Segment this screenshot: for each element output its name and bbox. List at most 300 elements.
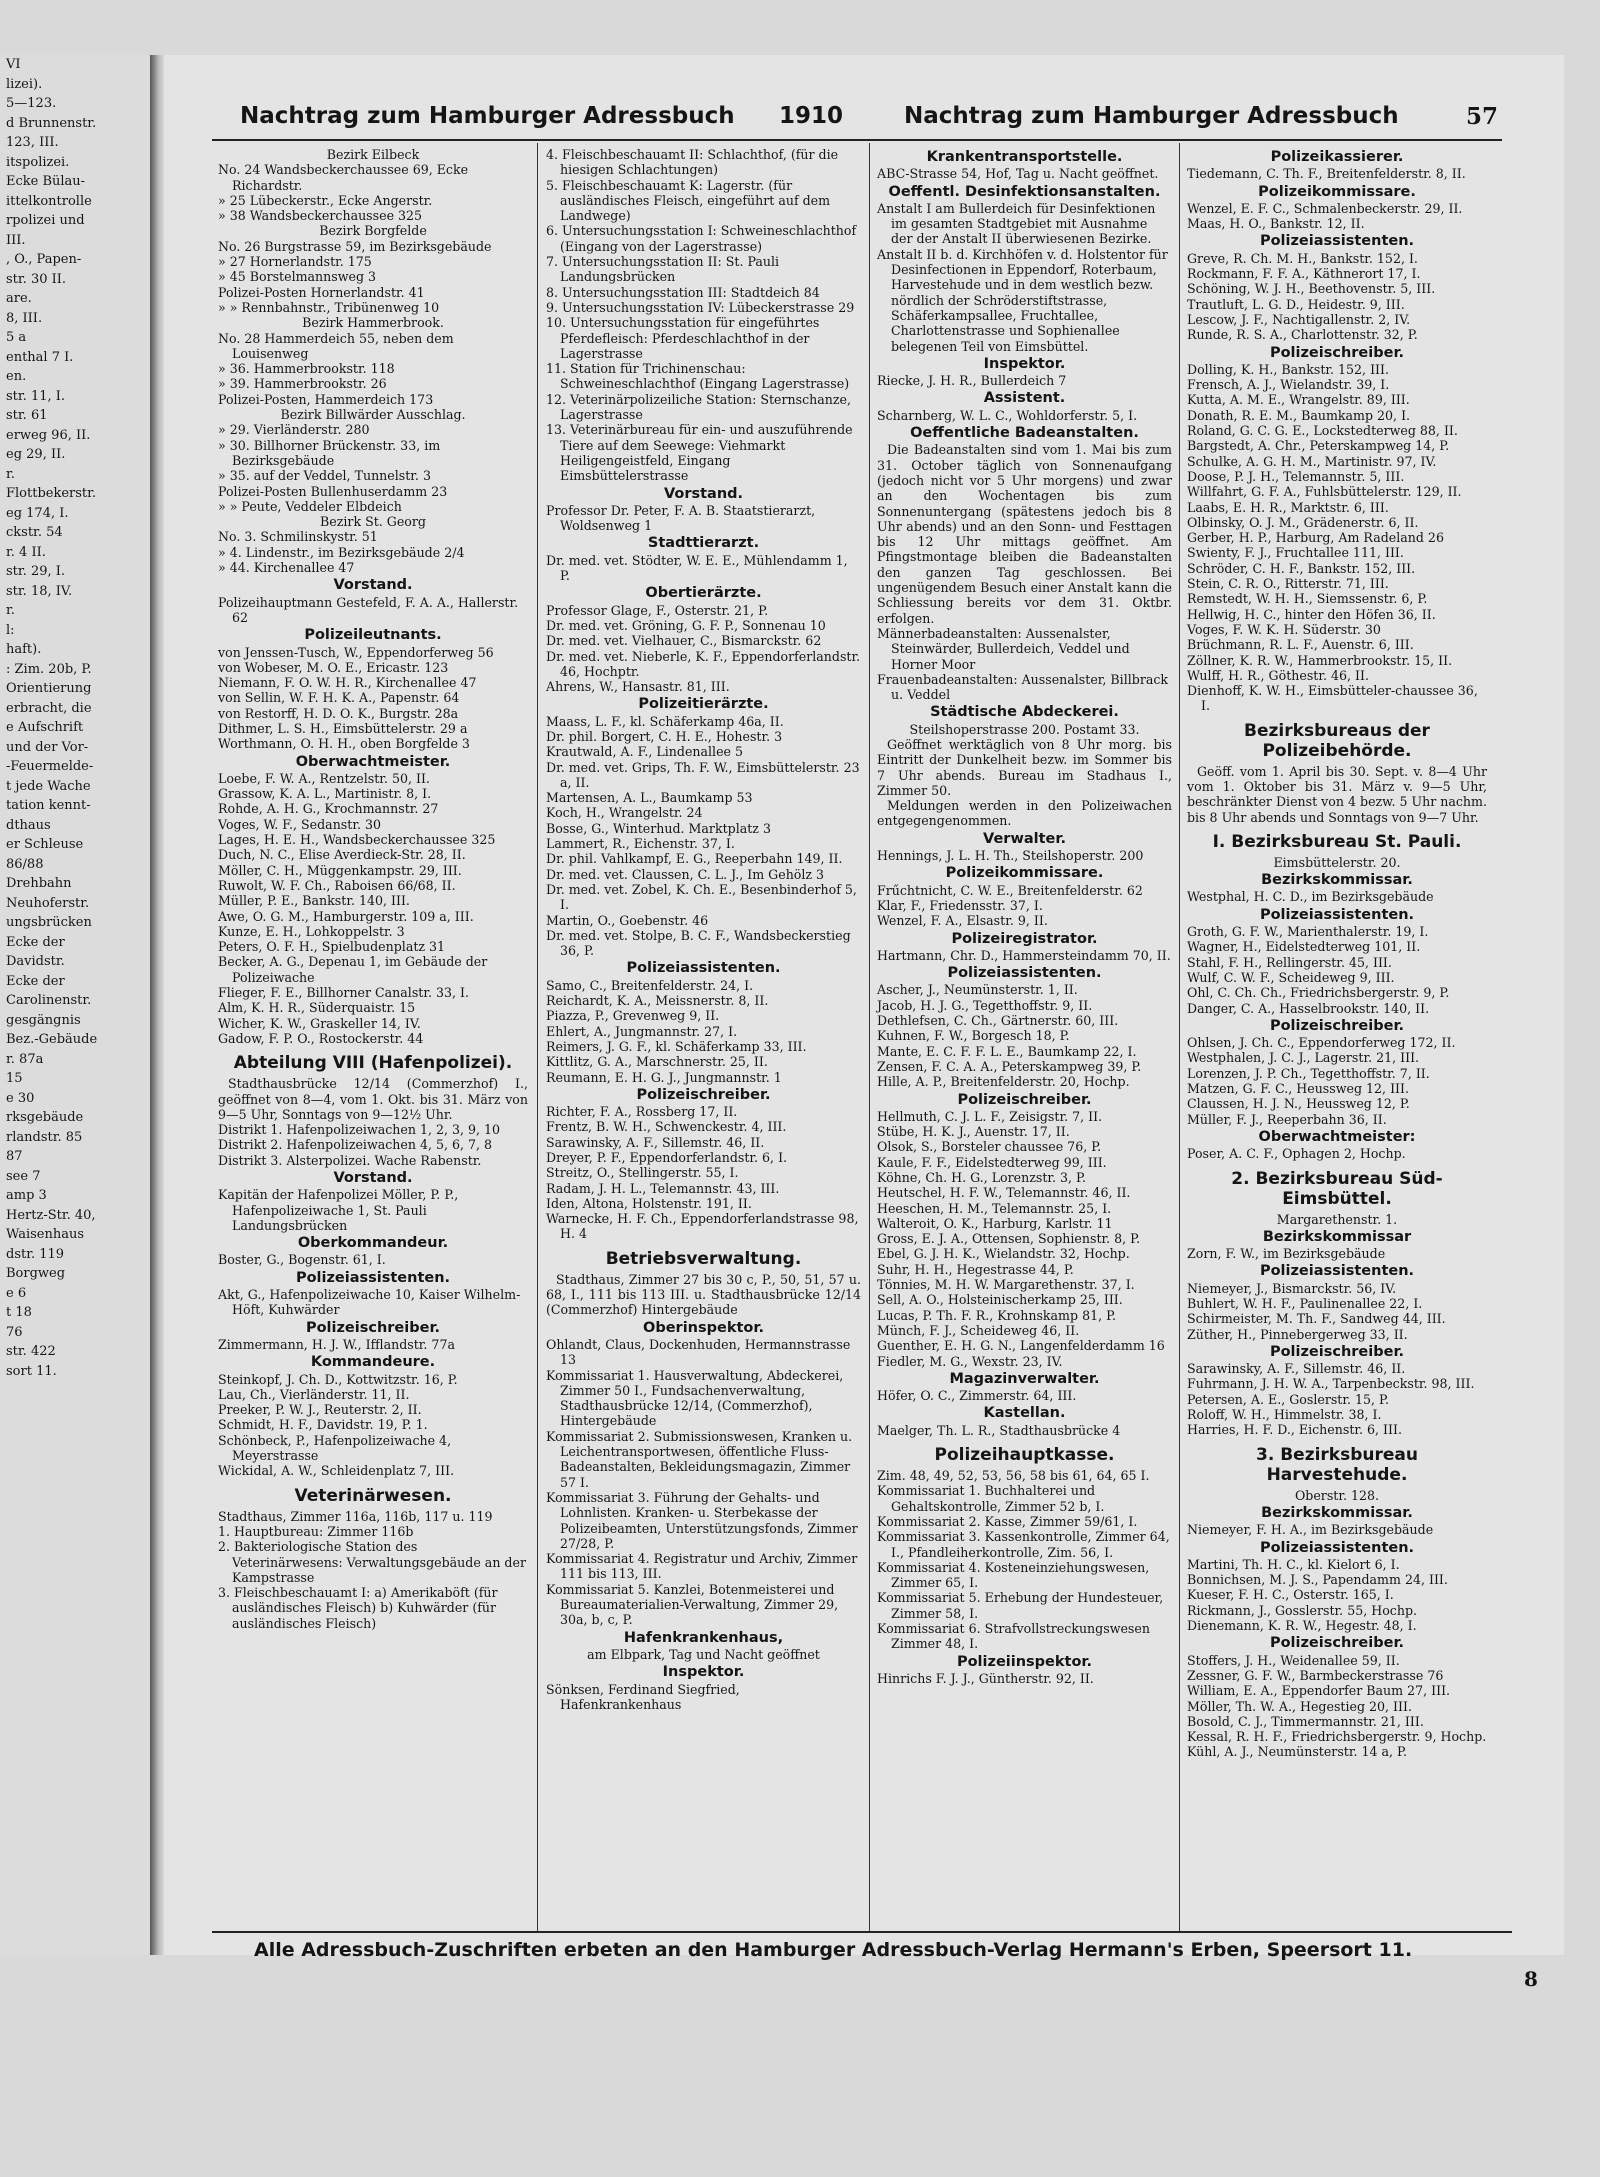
directory-entry: Sarawinsky, A. F., Sillemstr. 46, II.	[1187, 1361, 1406, 1377]
directory-entry: Wickidal, A. W., Schleidenplatz 7, III.	[218, 1463, 455, 1479]
column-rule	[869, 143, 870, 1933]
margin-fragment: str. 18, IV.	[6, 583, 73, 599]
directory-entry: Fiedler, M. G., Wexstr. 23, IV.	[877, 1353, 1063, 1369]
margin-fragment: ungsbrücken	[6, 915, 92, 930]
directory-entry: Reichardt, K. A., Meissnerstr. 8, II.	[546, 993, 769, 1009]
directory-entry: Heeschen, H. M., Telemannstr. 25, I.	[877, 1200, 1112, 1216]
directory-entry: Kühl, A. J., Neumünsterstr. 14 a, P.	[1187, 1744, 1407, 1760]
directory-entry: 5. Fleischbeschauamt K: Lagerstr. (für ausländisches Fleisch, eingeführt auf dem Landwege)	[546, 177, 831, 224]
directory-entry: Buhlert, W. H. F., Paulinenallee 22, I.	[1187, 1296, 1423, 1311]
section-heading: Obertierärzte.	[645, 585, 762, 602]
margin-fragment: rpolizei und	[6, 213, 85, 228]
directory-entry: Maelger, Th. L. R., Stadthausbrücke 4	[877, 1422, 1121, 1438]
paragraph: Die Badeanstalten sind vom 1. Mai bis zum 31. October täglich von Sonnenaufgang (jedoch nicht vor 5 Uhr morgens) und zwar an den Wochentagen bis zum Sonnenuntergang (spätestens jedoch bis 8 Uhr abends) und an den Sonn- und Festtagen bis 12 Uhr mittags geöffnet. Am Pfingstmontage bleiben die Badeanstalten den ganzen Tag geschlossen. Bei ungenügendem Besuch einer Anstalt kann die Schliessung bereits vor dem 31. Oktbr. erfolgen.	[877, 442, 1172, 626]
section-heading: Polizeischreiber.	[1269, 1017, 1405, 1034]
margin-fragment: : Zim. 20b, P.	[6, 661, 92, 677]
directory-entry: Gerber, H. P., Harburg, Am Radeland 26	[1187, 530, 1444, 546]
directory-entry: Sönksen, Ferdinand Siegfried, Hafenkrankenhaus	[546, 1681, 740, 1712]
directory-entry: 6. Untersuchungsstation I: Schweineschlachthof (Eingang von der Lagerstrasse)	[546, 223, 857, 254]
directory-entry: Matzen, G. F. C., Heussweg 12, III.	[1187, 1081, 1409, 1097]
directory-entry: » 30. Billhorner Brückenstr. 33, im Bezirksgebäude	[218, 437, 441, 468]
margin-fragment: str. 422	[6, 1344, 56, 1359]
directory-entry: Ebel, G. J. H. K., Wielandstr. 32, Hochp.	[877, 1246, 1130, 1262]
directory-entry: von Sellin, W. F. H. K. A., Papenstr. 64	[218, 690, 460, 706]
section-heading: Polizeiregistrator.	[951, 930, 1098, 947]
directory-page	[164, 55, 1564, 1991]
directory-entry: Voges, W. F., Sedanstr. 30	[218, 816, 381, 832]
directory-entry: Laabs, E. H. R., Marktstr. 6, III.	[1187, 499, 1389, 515]
directory-entry: Müller, P. E., Bankstr. 140, III.	[218, 893, 410, 909]
directory-entry: Ehlert, A., Jungmannstr. 27, I.	[546, 1023, 738, 1039]
section-heading: Vorstand.	[663, 485, 744, 502]
directory-entry: Ahrens, W., Hansastr. 81, III.	[546, 679, 730, 695]
directory-entry: Distrikt 3. Alsterpolizei. Wache Rabenstr.	[218, 1152, 482, 1168]
directory-entry: Dreyer, P. F., Eppendorferlandstr. 6, I.	[546, 1150, 788, 1165]
directory-entry: Schulke, A. G. H. M., Martinistr. 97, IV.	[1187, 453, 1437, 469]
section-heading: Polizeiinspektor.	[956, 1653, 1093, 1670]
section-heading: Städtische Abdeckerei.	[930, 704, 1119, 721]
section-heading: Hafenkrankenhaus,	[623, 1629, 784, 1646]
directory-entry: Lorenzen, J. P. Ch., Tegetthoffstr. 7, II.	[1187, 1065, 1430, 1081]
directory-entry: Gadow, F. P. O., Rostockerstr. 44	[218, 1030, 424, 1046]
directory-entry: Schöning, W. J. H., Beethovenstr. 5, III.	[1187, 281, 1436, 297]
adjacent-page-fragment	[0, 55, 150, 1955]
margin-fragment: itspolizei.	[6, 154, 70, 170]
subheading: Bezirk Borgfelde	[319, 223, 427, 239]
section-heading: Polizeischreiber.	[1269, 1635, 1405, 1652]
directory-entry: Distrikt 1. Hafenpolizeiwachen 1, 2, 3, 9, 10	[218, 1122, 501, 1138]
margin-fragment: erbracht, die	[6, 700, 92, 716]
major-heading: 2. Bezirksbureau Süd-Eimsbüttel.	[1231, 1168, 1443, 1209]
margin-fragment: l:	[6, 622, 15, 638]
directory-entry: Frentz, B. W. H., Schwenckestr. 4, III.	[546, 1119, 787, 1135]
directory-entry: Hellmuth, C. J. L. F., Zeisigstr. 7, II.	[877, 1108, 1103, 1124]
directory-entry: Jacob, H. J. G., Tegetthoffstr. 9, II.	[877, 997, 1093, 1013]
directory-entry: Runde, R. S. A., Charlottenstr. 32, P.	[1187, 327, 1418, 343]
section-heading: Magazinverwalter.	[949, 1370, 1100, 1387]
directory-entry: Mante, E. C. F. F. L. E., Baumkamp 22, I.	[877, 1043, 1137, 1059]
directory-entry: Warnecke, H. F. Ch., Eppendorferlandstrasse 98, H. 4	[546, 1211, 859, 1242]
directory-entry: » » Rennbahnstr., Tribünenweg 10	[218, 299, 440, 315]
section-heading: Kastellan.	[983, 1405, 1066, 1422]
major-heading: I. Bezirksbureau St. Pauli.	[1212, 831, 1462, 852]
directory-entry: Ohl, C. Ch. Ch., Friedrichsbergerstr. 9, P.	[1187, 985, 1450, 1001]
margin-fragment: tation kennt-	[6, 798, 91, 813]
major-heading: Abteilung VIII (Hafenpolizei).	[233, 1053, 513, 1074]
directory-entry: von Jenssen-Tusch, W., Eppendorferweg 56	[218, 644, 494, 660]
directory-entry: Wulff, H. R., Göthestr. 46, II.	[1187, 667, 1369, 683]
directory-entry: Männerbadeanstalten: Aussenalster, Steinwärder, Bullerdeich, Veddel und Horner Moor	[877, 625, 1130, 672]
margin-fragment: 123, III.	[6, 135, 59, 150]
section-heading: Polizeiassistenten.	[947, 965, 1102, 982]
directory-entry: » 44. Kirchenallee 47	[218, 560, 355, 576]
header-rule	[212, 139, 1502, 141]
subheading: Eimsbüttelerstr. 20.	[1273, 854, 1401, 870]
directory-entry: Harries, H. F. D., Eichenstr. 6, III.	[1187, 1422, 1402, 1438]
major-heading: Bezirksbureaus der Polizeibehörde.	[1244, 720, 1430, 761]
directory-entry: Rickmann, J., Gosslerstr. 55, Hochp.	[1187, 1602, 1418, 1618]
directory-entry: Walteroit, O. K., Harburg, Karlstr. 11	[877, 1215, 1113, 1231]
directory-entry: Kommissariat 1. Hausverwaltung, Abdeckerei, Zimmer 50 I., Fundsachenverwaltung, Stadthausbrücke 12/14, (Commerzhof), Hintergebäude	[546, 1367, 844, 1429]
directory-entry: Dethlefsen, C. Ch., Gärtnerstr. 60, III.	[877, 1013, 1119, 1029]
directory-entry: Anstalt I am Bullerdeich für Desinfektionen im gesamten Stadtgebiet mit Ausnahme der der Anstalt II überwiesenen Bezirke.	[877, 200, 1156, 247]
section-heading: Oberinspektor.	[643, 1319, 764, 1336]
margin-fragment: str. 11, I.	[6, 388, 66, 404]
margin-fragment: erweg 96, II.	[6, 427, 91, 443]
margin-fragment: r.	[6, 603, 15, 618]
directory-entry: Dr. med. vet. Zobel, K. Ch. E., Besenbinderhof 5, I.	[546, 881, 857, 913]
margin-fragment: haft).	[6, 642, 42, 657]
margin-fragment: Davidstr.	[6, 954, 65, 969]
directory-entry: von Restorff, H. D. O. K., Burgstr. 28a	[218, 705, 459, 721]
margin-fragment: t jede Wache	[6, 778, 91, 794]
directory-entry: Flieger, F. E., Billhorner Canalstr. 33, I.	[218, 985, 469, 1001]
directory-entry: Petersen, A. E., Goslerstr. 15, P.	[1187, 1391, 1389, 1407]
directory-entry: von Wobeser, M. O. E., Ericastr. 123	[218, 659, 449, 675]
margin-fragment: Waisenhaus	[6, 1227, 85, 1242]
directory-entry: Münch, F. J., Scheideweg 46, II.	[877, 1322, 1080, 1338]
subheading: Steilshoperstrasse 200. Postamt 33.	[909, 721, 1140, 737]
column-rule	[537, 143, 538, 1933]
margin-fragment: Drehbahn	[6, 876, 72, 891]
header-year: 1910	[779, 103, 844, 129]
margin-fragment: -Feuermelde-	[6, 759, 94, 774]
directory-entry: Scharnberg, W. L. C., Wohldorferstr. 5, I.	[877, 407, 1138, 423]
margin-fragment: ckstr. 54	[6, 525, 63, 540]
directory-entry: 12. Veterinärpolizeiliche Station: Sternschanze, Lagerstrasse	[546, 391, 851, 423]
footer-rule	[212, 1931, 1512, 1933]
directory-entry: Zessner, G. F. W., Barmbeckerstrasse 76	[1187, 1667, 1444, 1683]
margin-fragment: str. 30 II.	[6, 271, 67, 287]
directory-entry: 4. Fleischbeschauamt II: Schlachthof, (für die hiesigen Schlachtungen)	[546, 147, 839, 178]
directory-entry: Poser, A. C. F., Ophagen 2, Hochp.	[1187, 1146, 1406, 1162]
directory-entry: Kutta, A. M. E., Wrangelstr. 89, III.	[1187, 392, 1410, 408]
directory-entry: Schmidt, H. F., Davidstr. 19, P. 1.	[218, 1417, 428, 1433]
margin-fragment: dstr. 119	[6, 1246, 65, 1262]
directory-entry: Kapitän der Hafenpolizei Möller, P. P., Hafenpolizeiwache 1, St. Pauli Landungsbrücken	[218, 1187, 459, 1233]
directory-entry: Schröder, C. H. F., Bankstr. 152, III.	[1187, 560, 1416, 576]
directory-entry: Richter, F. A., Rossberg 17, II.	[546, 1104, 738, 1120]
directory-entry: Frensch, A. J., Wielandstr. 39, I.	[1187, 377, 1390, 393]
directory-entry: Zöllner, K. R. W., Hammerbrookstr. 15, II.	[1187, 652, 1453, 668]
directory-entry: » 38 Wandsbeckerchaussee 325	[218, 208, 423, 224]
directory-entry: Zorn, F. W., im Bezirksgebäude	[1187, 1246, 1386, 1262]
directory-entry: Distrikt 2. Hafenpolizeiwachen 4, 5, 6, 7, 8	[218, 1137, 493, 1153]
margin-fragment: VI	[6, 57, 21, 72]
section-heading: Kommandeure.	[310, 1354, 436, 1371]
margin-fragment: r. 87a	[6, 1051, 44, 1067]
section-heading: Polizeileutnants.	[304, 627, 442, 644]
text-column-2	[546, 147, 861, 1937]
section-heading: Vorstand.	[333, 577, 413, 594]
section-heading: Polizeikommissare.	[1258, 183, 1416, 200]
directory-entry: » 27 Hornerlandstr. 175	[218, 254, 372, 270]
directory-entry: Wenzel, E. F. C., Schmalenbeckerstr. 29, II.	[1187, 200, 1463, 216]
section-heading: Oberwachtmeister:	[1258, 1128, 1416, 1145]
directory-entry: Dr. phil. Vahlkampf, E. G., Reeperbahn 149, II.	[546, 851, 843, 867]
directory-entry: Grassow, K. A. L., Martinistr. 8, I.	[218, 786, 432, 802]
margin-fragment: Ecke der	[6, 973, 65, 989]
directory-entry: Bosse, G., Winterhud. Marktplatz 3	[546, 820, 771, 836]
directory-entry: Steinkopf, J. Ch. D., Kottwitzstr. 16, P.	[218, 1371, 458, 1387]
text-column-3	[877, 147, 1172, 1937]
section-heading: Polizeischreiber.	[957, 1091, 1092, 1108]
margin-fragment: str. 29, I.	[6, 564, 66, 579]
directory-entry: Sell, A. O., Holsteinischerkamp 25, III.	[877, 1292, 1123, 1308]
section-heading: Polizeiassistenten.	[295, 1269, 451, 1286]
directory-entry: Tiedemann, C. Th. F., Breitenfelderstr. 8, II.	[1187, 166, 1466, 182]
directory-entry: » » Peute, Veddeler Elbdeich	[218, 498, 402, 514]
margin-fragment: Flottbekerstr.	[6, 486, 97, 501]
directory-entry: Dienemann, K. R. W., Hegestr. 48, I.	[1187, 1618, 1417, 1634]
directory-entry: Dr. med. vet. Vielhauer, C., Bismarckstr. 62	[546, 633, 822, 649]
directory-entry: Roloff, W. H., Himmelstr. 38, I.	[1187, 1407, 1382, 1423]
directory-entry: Zimmermann, H. J. W., Ifflandstr. 77a	[218, 1336, 455, 1352]
directory-entry: Niemeyer, F. H. A., im Bezirksgebäude	[1187, 1522, 1434, 1538]
margin-fragment: er Schleuse	[6, 837, 84, 852]
paragraph: Stadthaus, Zimmer 27 bis 30 c, P., 50, 51, 57 u. 68, I., 111 bis 113 III. u. Stadthausbrücke 12/14 (Commerzhof) Hintergebäude	[546, 1271, 861, 1318]
directory-entry: Radam, J. H. L., Telemannstr. 43, III.	[546, 1180, 780, 1196]
directory-entry: Dr. med. vet. Nieberle, K. F., Eppendorferlandstr. 46, Hochptr.	[546, 648, 861, 679]
directory-entry: Gross, E. J. A., Ottensen, Sophienstr. 8, P.	[877, 1231, 1141, 1247]
paragraph: Stadthausbrücke 12/14 (Commerzhof) I., geöffnet von 8—4, vom 1. Okt. bis 31. März von 9—5 Uhr, Sonntags von 9—12½ Uhr.	[218, 1076, 528, 1122]
margin-fragment: lizei).	[6, 76, 43, 92]
directory-entry: Trautluft, L. G. D., Heidestr. 9, III.	[1187, 296, 1405, 312]
directory-entry: Westphal, H. C. D., im Bezirksgebäude	[1187, 889, 1434, 905]
section-heading: Oberwachtmeister.	[295, 753, 451, 770]
margin-fragment: amp 3	[6, 1188, 47, 1203]
margin-fragment: Hertz-Str. 40,	[6, 1207, 96, 1223]
directory-entry: Stadthaus, Zimmer 116a, 116b, 117 u. 119	[218, 1508, 493, 1524]
directory-entry: Reimers, J. G. F., kl. Schäferkamp 33, III.	[546, 1038, 807, 1054]
directory-entry: Wicher, K. W., Graskeller 14, IV.	[218, 1015, 421, 1031]
directory-entry: Bargstedt, A. Chr., Peterskampweg 14, P.	[1187, 438, 1450, 454]
margin-fragment: 5—123.	[6, 96, 57, 111]
margin-fragment: see 7	[6, 1168, 41, 1184]
directory-entry: Niemann, F. O. W. H. R., Kirchenallee 47	[218, 675, 477, 691]
directory-entry: Wagner, H., Eidelstedterweg 101, II.	[1187, 939, 1421, 955]
directory-entry: Dienhoff, K. W. H., Eimsbütteler-chaussee 36, I.	[1187, 683, 1478, 714]
directory-entry: Bonnichsen, M. J. S., Papendamm 24, III.	[1187, 1572, 1448, 1588]
directory-entry: Guenther, E. H. G. N., Langenfelderdamm 16	[877, 1338, 1165, 1354]
directory-entry: Müller, F. J., Reeperbahn 36, II.	[1187, 1111, 1387, 1127]
directory-entry: Duch, N. C., Elise Averdieck-Str. 28, II.	[218, 847, 466, 863]
directory-entry: Kommissariat 6. Strafvollstreckungswesen Zimmer 48, I.	[877, 1621, 1150, 1652]
directory-entry: Voges, F. W. K. H. Süderstr. 30	[1187, 621, 1381, 637]
section-heading: Bezirkskommissar.	[1261, 872, 1413, 889]
directory-entry: Dr. med. vet. Gröning, G. F. P., Sonnenau 10	[546, 617, 826, 633]
major-heading: Veterinärwesen.	[294, 1485, 452, 1506]
directory-entry: Polizei-Posten Hornerlandstr. 41	[218, 284, 425, 300]
directory-entry: Hinrichs F. J. J., Güntherstr. 92, II.	[877, 1670, 1094, 1686]
margin-fragment: 76	[6, 1324, 23, 1340]
directory-entry: 1. Hauptbureau: Zimmer 116b	[218, 1523, 414, 1539]
directory-entry: No. 3. Schmilinskystr. 51	[218, 529, 378, 545]
header-right-title: Nachtrag zum Hamburger Adressbuch	[904, 103, 1399, 129]
directory-entry: Martensen, A. L., Baumkamp 53	[546, 790, 753, 806]
section-heading: Verwalter.	[983, 830, 1066, 847]
directory-entry: Westphalen, J. C. J., Lagerstr. 21, III.	[1187, 1050, 1420, 1066]
directory-entry: Kittlitz, G. A., Marschnerstr. 25, II.	[546, 1054, 768, 1070]
margin-fragment: und der Vor-	[6, 739, 89, 755]
margin-fragment: t 18	[6, 1305, 32, 1320]
directory-entry: Suhr, H. H., Hegestrasse 44, P.	[877, 1261, 1074, 1277]
paragraph: Geöff. vom 1. April bis 30. Sept. v. 8—4 Uhr vom 1. Oktober bis 31. März v. 9—5 Uhr, beschränkter Dienst von 4 bezw. 5 Uhr nachm. bis 8 Uhr abends und Sonntags von 9—7 Uhr.	[1187, 763, 1487, 825]
directory-entry: Streitz, O., Stellingerstr. 55, I.	[546, 1165, 739, 1181]
directory-entry: 8. Untersuchungsstation III: Stadtdeich 84	[546, 284, 820, 300]
directory-entry: Stübe, H. K. J., Auenstr. 17, II.	[877, 1124, 1070, 1140]
directory-entry: Awe, O. G. M., Hamburgerstr. 109 a, III.	[218, 908, 474, 924]
paragraph: Meldungen werden in den Polizeiwachen entgegengenommen.	[877, 798, 1172, 829]
margin-fragment: r. 4 II.	[6, 544, 46, 560]
directory-entry: Wulf, C. W. F., Scheideweg 9, III.	[1187, 969, 1395, 985]
directory-entry: Loebe, F. W. A., Rentzelstr. 50, II.	[218, 770, 430, 786]
directory-entry: 13. Veterinärbureau für ein- und auszuführende Tiere auf dem Seewege: Viehmarkt Heiligengeistfeld, Eingang Eimsbüttelerstrasse	[546, 422, 853, 484]
directory-entry: Stoffers, J. H., Weidenallee 59, II.	[1187, 1652, 1400, 1668]
section-heading: Polizeitierärzte.	[638, 696, 769, 713]
directory-entry: Alm, K. H. R., Süderquaistr. 15	[218, 1000, 416, 1016]
directory-entry: 9. Untersuchungsstation IV: Lübeckerstrasse 29	[546, 299, 855, 315]
major-heading: 3. Bezirksbureau Harvestehude.	[1256, 1444, 1418, 1485]
section-heading: Oberkommandeur.	[297, 1235, 449, 1252]
section-heading: Polizeiassistenten.	[1259, 906, 1415, 923]
subheading: Margarethenstr. 1.	[1276, 1211, 1398, 1227]
header-left-title: Nachtrag zum Hamburger Adressbuch	[240, 103, 735, 129]
margin-fragment: d Brunnenstr.	[6, 115, 97, 131]
directory-entry: Donath, R. E. M., Baumkamp 20, I.	[1187, 407, 1411, 423]
directory-entry: Kommissariat 5. Erhebung der Hundesteuer, Zimmer 58, I.	[877, 1590, 1164, 1621]
directory-entry: Lucas, P. Th. F. R., Krohnskamp 81, P.	[877, 1307, 1117, 1323]
directory-entry: Doose, P. J. H., Telemannstr. 5, III.	[1187, 468, 1405, 484]
directory-entry: Kommissariat 3. Kassenkontrolle, Zimmer 64, I., Pfandleiherkontrolle, Zim. 56, I.	[877, 1529, 1170, 1560]
directory-entry: » 36. Hammerbrookstr. 118	[218, 361, 395, 377]
directory-entry: Riecke, J. H. R., Bullerdeich 7	[877, 373, 1067, 389]
directory-entry: Olsok, S., Borsteler chaussee 76, P.	[877, 1139, 1102, 1155]
margin-fragment: e 30	[6, 1090, 35, 1106]
margin-fragment: gesgängnis	[6, 1012, 81, 1028]
directory-entry: Kuhnen, F. W., Borgesch 18, P.	[877, 1028, 1070, 1044]
directory-entry: Dr. med. vet. Stödter, W. E. E., Mühlendamm 1, P.	[546, 552, 848, 584]
directory-entry: Höfer, O. C., Zimmerstr. 64, III.	[877, 1388, 1077, 1404]
directory-entry: Ohlandt, Claus, Dockenhuden, Hermannstrasse 13	[546, 1336, 851, 1368]
margin-fragment: eg 29, II.	[6, 447, 66, 462]
subheading: Oberstr. 128.	[1294, 1487, 1380, 1503]
directory-entry: Worthmann, O. H. H., oben Borgfelde 3	[218, 736, 470, 752]
directory-entry: Schirmeister, M. Th. F., Sandweg 44, III.	[1187, 1311, 1446, 1327]
directory-entry: Dolling, K. H., Bankstr. 152, III.	[1187, 361, 1389, 377]
section-heading: Oeffentliche Badeanstalten.	[910, 425, 1139, 442]
directory-entry: Polizeihauptmann Gestefeld, F. A. A., Hallerstr. 62	[218, 594, 519, 625]
directory-entry: Niemeyer, J., Bismarckstr. 56, IV.	[1187, 1280, 1397, 1296]
section-heading: Polizeischreiber.	[1269, 344, 1405, 361]
margin-fragment: 5 a	[6, 330, 27, 345]
footer-notice: Alle Adressbuch-Zuschriften erbeten an den Hamburger Adressbuch-Verlag Hermann's Erben, Speersort 11.	[254, 1939, 1413, 1961]
margin-fragment: Bez.-Gebäude	[6, 1032, 98, 1047]
directory-entry: Brüchmann, R. L. F., Auenstr. 6, III.	[1187, 637, 1414, 653]
margin-fragment: Ecke Bülau-	[6, 174, 86, 189]
directory-entry: No. 26 Burgstrasse 59, im Bezirksgebäude	[218, 238, 492, 254]
directory-entry: » 4. Lindenstr., im Bezirksgebäude 2/4	[218, 544, 465, 560]
directory-entry: Danger, C. A., Hasselbrookstr. 140, II.	[1187, 1000, 1430, 1016]
margin-fragment: Carolinenstr.	[6, 993, 92, 1008]
section-heading: Polizeischreiber.	[636, 1086, 771, 1103]
directory-entry: Becker, A. G., Depenau 1, im Gebäude der Polizeiwache	[218, 954, 488, 985]
directory-entry: Peters, O. F. H., Spielbudenplatz 31	[218, 939, 446, 955]
running-header	[204, 103, 1504, 137]
subheading: am Elbpark, Tag und Nacht geöffnet	[587, 1646, 820, 1662]
text-column-4	[1187, 147, 1487, 1937]
margin-fragment: 86/88	[6, 856, 44, 872]
directory-entry: Kessal, R. H. F., Friedrichsbergerstr. 9, Hochp.	[1187, 1729, 1487, 1745]
directory-entry: 2. Bakteriologische Station des Veterinärwesens: Verwaltungsgebäude an der Kampstrasse	[218, 1539, 526, 1585]
directory-entry: » 45 Borstelmannsweg 3	[218, 269, 377, 285]
directory-entry: Schönbeck, P., Hafenpolizeiwache 4, Meyerstrasse	[218, 1432, 452, 1464]
directory-entry: Kommissariat 2. Submissionswesen, Kranken u. Leichentransportwesen, öffentliche Fluss-Badeanstalten, Bekleidungsmagazin, Zimmer 57 I.	[546, 1428, 853, 1490]
directory-entry: Heutschel, H. F. W., Telemannstr. 46, II.	[877, 1185, 1131, 1201]
directory-entry: Anstalt II b. d. Kirchhöfen v. d. Holstentor für Desinfectionen in Eppendorf, Roterbaum, Harvestehude und in dem westlich bezw. nördlich der Schröderstiftstrasse, Schäferkampsallee, Fruchtallee, Charlottenstrasse und Sophienallee belegenen Teil von Eimsbüttel.	[877, 246, 1168, 354]
directory-entry: Kommissariat 4. Kosteneinziehungswesen, Zimmer 65, I.	[877, 1559, 1150, 1591]
paragraph: Geöffnet werktäglich von 8 Uhr morg. bis Eintritt der Dunkelheit bezw. im Sommer bis 7 Uhr abends. Bureau im Stadhaus I., Zimmer 50.	[877, 736, 1172, 798]
directory-entry: Frauenbadeanstalten: Aussenalster, Billbrack u. Veddel	[877, 671, 1169, 703]
directory-entry: 7. Untersuchungsstation II: St. Pauli Landungsbrücken	[546, 254, 780, 285]
directory-entry: Boster, G., Bogenstr. 61, I.	[218, 1252, 386, 1268]
subheading: Bezirk St. Georg	[320, 514, 426, 530]
directory-entry: Möller, C. H., Müggenkampstr. 29, III.	[218, 862, 462, 878]
margin-fragment: en.	[6, 369, 27, 384]
margin-fragment: eg 174, I.	[6, 505, 69, 521]
margin-fragment: , O., Papen-	[6, 252, 82, 267]
section-heading: Polizeischreiber.	[1269, 1343, 1405, 1360]
directory-entry: Hille, A. P., Breitenfelderstr. 20, Hochp.	[877, 1074, 1130, 1090]
directory-entry: Stahl, F. H., Rellingerstr. 45, III.	[1187, 954, 1392, 970]
margin-fragment: ittelkontrolle	[6, 193, 92, 209]
directory-entry: Swienty, F. J., Fruchtallee 111, III.	[1187, 545, 1404, 561]
directory-entry: Dr. phil. Borgert, C. H. E., Hohestr. 3	[546, 728, 783, 744]
directory-entry: Bosold, C. J., Timmermannstr. 21, III.	[1187, 1713, 1424, 1729]
margin-fragment: 87	[6, 1149, 23, 1164]
section-heading: Polizeiassistenten.	[1259, 1539, 1415, 1556]
directory-entry: Krautwald, A. F., Lindenallee 5	[546, 744, 743, 760]
subheading: Bezirk Billwärder Ausschlag.	[280, 407, 466, 423]
section-heading: Polizeiassistenten.	[1259, 1263, 1415, 1280]
section-heading: Assistent.	[983, 390, 1066, 407]
section-heading: Bezirkskommissar.	[1261, 1504, 1413, 1521]
margin-fragment: rksgebäude	[6, 1110, 84, 1125]
directory-entry: Kommissariat 1. Buchhalterei und Gehaltskontrolle, Zimmer 52 b, I.	[877, 1483, 1105, 1514]
directory-entry: Lescow, J. F., Nachtigallenstr. 2, IV.	[1187, 311, 1411, 327]
directory-entry: Piazza, P., Grevenweg 9, II.	[546, 1008, 720, 1024]
directory-entry: Lammert, R., Eichenstr. 37, I.	[546, 836, 735, 852]
directory-entry: Rockmann, F. F. A., Käthnerort 17, I.	[1187, 266, 1421, 282]
margin-fragment: enthal 7 I.	[6, 349, 74, 365]
directory-entry: Kunze, E. H., Lohkoppelstr. 3	[218, 923, 405, 939]
subheading: Bezirk Hammerbrook.	[302, 315, 444, 331]
directory-entry: 10. Untersuchungsstation für eingeführtes Pferdefleisch: Pferdeschlachthof in der Lagerstrasse	[546, 315, 820, 361]
margin-fragment: Ecke der	[6, 934, 65, 950]
sheet-signature: 8	[1524, 1967, 1538, 1991]
major-heading: Betriebsverwaltung.	[605, 1248, 802, 1269]
section-heading: Vorstand.	[333, 1170, 413, 1186]
major-heading: Polizeihauptkasse.	[934, 1445, 1115, 1466]
directory-entry: Tönnies, M. H. W. Margarethenstr. 37, I.	[877, 1277, 1135, 1293]
directory-entry: Samo, C., Breitenfelderstr. 24, I.	[546, 977, 754, 993]
directory-entry: No. 24 Wandsbeckerchaussee 69, Ecke Richardstr.	[218, 162, 469, 193]
directory-entry: Koch, H., Wrangelstr. 24	[546, 805, 703, 821]
margin-fragment: dthaus	[6, 817, 51, 833]
margin-fragment: 8, III.	[6, 310, 43, 326]
directory-entry: Polizei-Posten Bullenhuserdamm 23	[218, 483, 448, 499]
margin-fragment: III.	[6, 232, 26, 248]
